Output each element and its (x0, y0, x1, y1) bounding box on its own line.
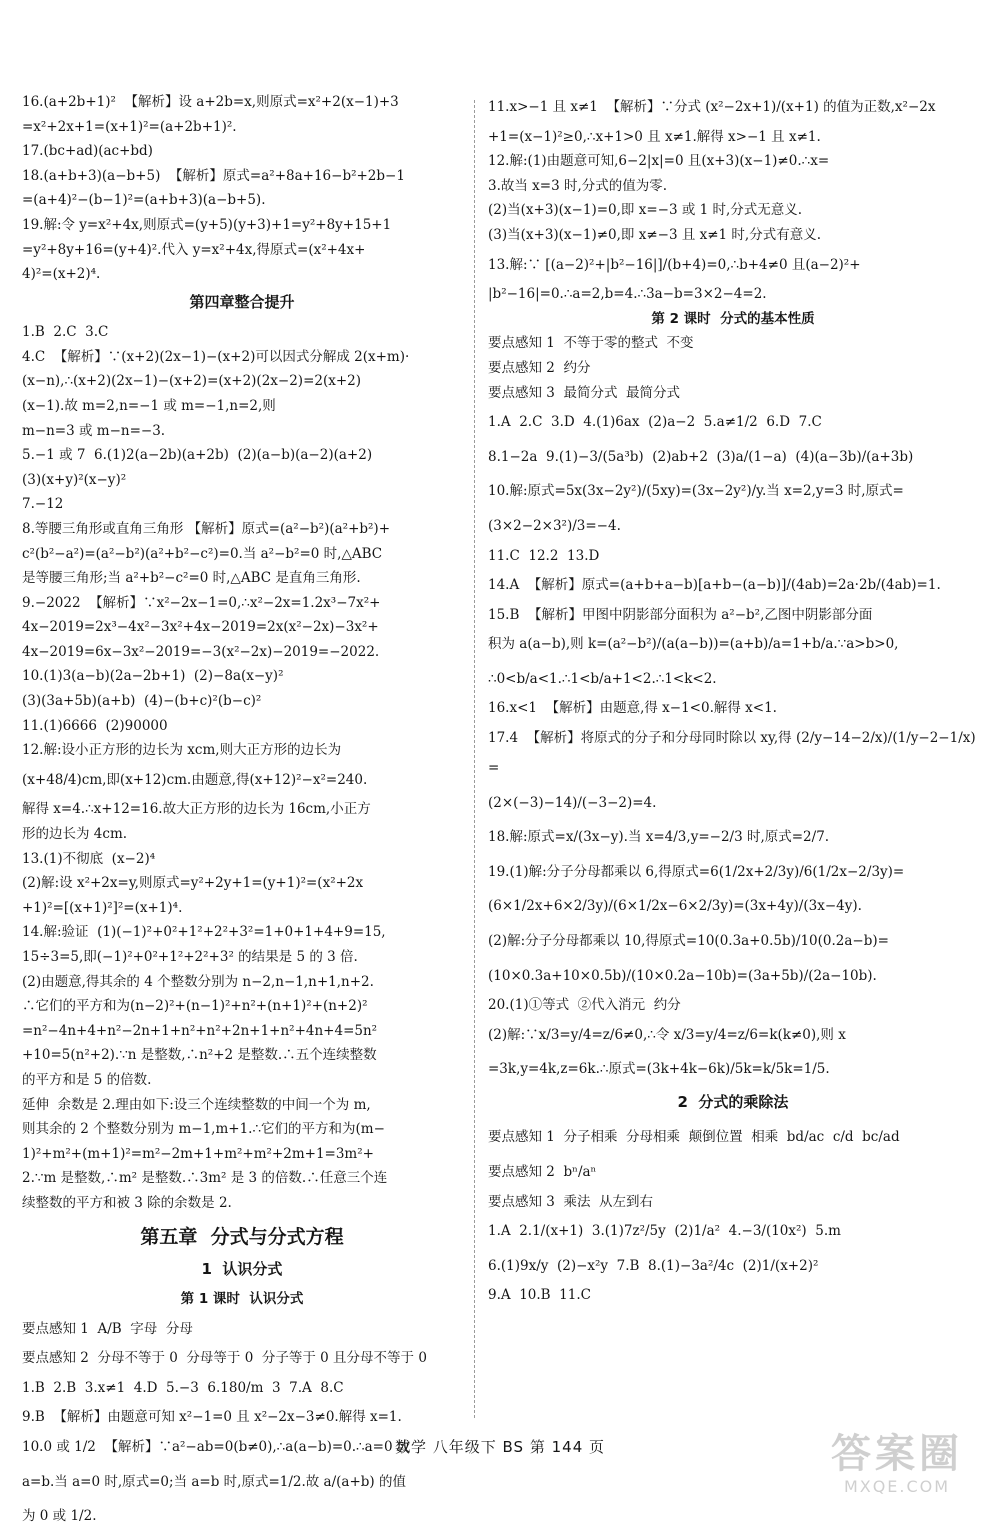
section-heading: 2 分式的乘除法 (677, 1093, 789, 1112)
answer-line: 9.B 【解析】由题意可知 x²−1=0 且 x²−2x−3≠0.解得 x=1. (22, 1409, 402, 1426)
answer-line: 要点感知 3 最简分式 最简分式 (488, 384, 681, 401)
answer-line: =x²+2x+1=(x+1)²=(a+2b+1)². (22, 118, 237, 135)
answer-line: 17.4 【解析】将原式的分子和分母同时除以 xy,得 (2/y−14−2/x)/(1/y−2−1/x)= (488, 730, 976, 777)
answer-line: 的平方和是 5 的倍数. (22, 1071, 152, 1088)
answer-line: 解得 x=4.∴x+12=16.故大正方形的边长为 16cm,小正方 (22, 801, 371, 818)
answer-line: =(a+4)²−(b−1)²=(a+b+3)(a−b+5). (22, 192, 266, 209)
answer-line: 要点感知 1 不等于零的整式 不变 (488, 335, 694, 352)
answer-line: 20.(1)①等式 ②代入消元 约分 (488, 997, 681, 1014)
answer-line: 4)²=(x+2)⁴. (22, 266, 101, 283)
answer-line: 18.解:原式=x/(3x−y).当 x=4/3,y=−2/3 时,原式=2/7. (488, 829, 830, 846)
answer-line: 6.(1)9x/y (2)−x²y 7.B 8.(1)−3a²/4c (2)1/(x+2)² (488, 1257, 819, 1274)
answer-line: 15÷3=5,即(−1)²+0²+1²+2²+3² 的结果是 5 的 3 倍. (22, 949, 358, 965)
answer-line: 8.等腰三角形或直角三角形 【解析】原式=(a²−b²)(a²+b²)+ (22, 520, 391, 537)
section-heading: 第五章 分式与分式方程 (140, 1225, 344, 1248)
answer-line: 是等腰三角形;当 a²+b²−c²=0 时,△ABC 是直角三角形. (22, 570, 361, 587)
answer-line: =n²−4n+4+n²−2n+1+n²+n²+2n+1+n²+4n+4=5n² (22, 1022, 378, 1039)
answer-line: 1.B 2.C 3.C (22, 324, 109, 341)
answer-line: 12.解:设小正方形的边长为 xcm,则大正方形的边长为 (22, 742, 342, 759)
answer-line: +1)²=[(x+1)²]²=(x+1)⁴. (22, 899, 183, 916)
page-footer: 数学 八年级下 BS 第 144 页 (394, 1438, 606, 1456)
answer-line: +10=5(n²+2).∵n 是整数,∴n²+2 是整数.∴五个连续整数 (22, 1047, 377, 1064)
answer-line: 4x−2019=6x−3x²−2019=−3(x²−2x)−2019=−2022. (22, 643, 380, 660)
answer-line: 11.(1)6666 (2)90000 (22, 717, 168, 734)
answer-line: 形的边长为 4cm. (22, 826, 128, 843)
answer-line: 延伸 余数是 2.理由如下:设三个连续整数的中间一个为 m, (22, 1096, 371, 1113)
answer-line: (2)解:设 x²+2x=y,则原式=y²+2y+1=(y+1)²=(x²+2x (22, 875, 364, 892)
answer-line: 则其余的 2 个整数分别为 m−1,m+1.∴它们的平方和为(m− (22, 1121, 385, 1138)
answer-line: (3×2−2×3²)/3=−4. (488, 517, 621, 534)
watermark-url: MXQE.COM (843, 1477, 951, 1496)
answer-line: (x−1).故 m=2,n=−1 或 m=−1,n=2,则 (22, 397, 276, 414)
answer-line: ∴0<b/a<1.∴1<b/a+1<2.∴1<k<2. (488, 670, 717, 687)
answer-line: 13.(1)不彻底 (x−2)⁴ (22, 850, 156, 867)
answer-line: 9.A 10.B 11.C (488, 1287, 591, 1304)
answer-line: 7.−12 (22, 496, 64, 513)
answer-line: (3)(x+y)²(x−y)² (22, 471, 127, 488)
lesson-heading: 第 2 课时 分式的基本性质 (651, 310, 815, 327)
answer-line: 8.1−2a 9.(1)−3/(5a³b) (2)ab+2 (3)a/(1−a) (4)(a−3b)/(a+3b) (488, 448, 914, 465)
answer-line: 3.故当 x=3 时,分式的值为零. (488, 177, 668, 194)
answer-line: 17.(bc+ad)(ac+bd) (22, 143, 153, 160)
answer-line: (10×0.3a+10×0.5b)/(10×0.2a−10b)=(3a+5b)/(2a−10b). (488, 967, 877, 984)
answer-line: 10.解:原式=5x(3x−2y²)/(5xy)=(3x−2y²)/y.当 x=2,y=3 时,原式= (488, 483, 904, 500)
section-heading: 1 认识分式 (201, 1259, 283, 1278)
answer-line: 积为 a(a−b),则 k=(a²−b²)/(a(a−b))=(a+b)/a=1+b/a.∵a>b>0, (488, 636, 899, 653)
answer-line: (x+48/4)cm,即(x+12)cm.由题意,得(x+12)²−x²=240. (22, 771, 368, 788)
watermark-title: 答案圈 (831, 1431, 963, 1477)
answer-line: 19.解:令 y=x²+4x,则原式=(y+5)(y+3)+1=y²+8y+15+1 (22, 216, 392, 233)
answer-line: 9.−2022 【解析】∵x²−2x−1=0,∴x²−2x=1.2x³−7x²+ (22, 594, 381, 611)
answer-line: 11.C 12.2 13.D (488, 547, 600, 564)
answer-line: (2)解:分子分母都乘以 10,得原式=10(0.3a+0.5b)/10(0.2a−b)= (488, 933, 889, 950)
answer-line: =3k,y=4k,z=6k.∴原式=(3k+4k−6k)/5k=k/5k=1/5. (488, 1061, 830, 1078)
answer-line: 4x−2019=2x³−4x²−3x²+4x−2019=2x(x²−2x)−3x²+ (22, 619, 379, 636)
answer-line: 要点感知 3 乘法 从左到右 (488, 1193, 654, 1210)
lesson-heading: 第 1 课时 认识分式 (180, 1290, 304, 1307)
answer-line: ∴它们的平方和为(n−2)²+(n−1)²+n²+(n+1)²+(n+2)² (22, 998, 368, 1015)
answer-line: (2)解:∵x/3=y/4=z/6≠0,∴令 x/3=y/4=z/6=k(k≠0),则 x (488, 1026, 846, 1043)
answer-line: 14.解:验证 (1)(−1)²+0²+1²+2²+3²=1+0+1+4+9=15, (22, 924, 386, 941)
answer-line: (2×(−3)−14)/(−3−2)=4. (488, 794, 657, 811)
answer-line: 11.x>−1 且 x≠1 【解析】∵分式 (x²−2x+1)/(x+1) 的值为正数,x²−2x (488, 99, 936, 115)
answer-line: 1.A 2.1/(x+1) 3.(1)7z²/5y (2)1/a² 4.−3/(10x²) 5.m (488, 1223, 841, 1240)
answer-line: 2.∵m 是整数,∴m² 是整数.∴3m² 是 3 的倍数.∴任意三个连 (22, 1170, 388, 1187)
answer-line: 10.(1)3(a−b)(2a−2b+1) (2)−8a(x−y)² (22, 668, 284, 685)
section-heading: 第四章整合提升 (189, 293, 295, 312)
answer-line: 要点感知 2 约分 (488, 359, 591, 376)
right-column (488, 92, 978, 1310)
answer-line: 10.0 或 1/2 【解析】∵a²−ab=0(b≠0),∴a(a−b)=0.∴a=0 或 (22, 1438, 411, 1455)
answer-line: 18.(a+b+3)(a−b+5) 【解析】原式=a²+8a+16−b²+2b−1 (22, 167, 405, 184)
answer-line: 4.C 【解析】∵(x+2)(2x−1)−(x+2)可以因式分解成 2(x+m)· (22, 348, 410, 365)
answer-line: 14.A 【解析】原式=(a+b+a−b)[a+b−(a−b)]/(4ab)=2a·2b/(4ab)=1. (488, 577, 941, 594)
answer-line: 5.−1 或 7 6.(1)2(a−2b)(a+2b) (2)(a−b)(a−2)(a+2) (22, 447, 373, 464)
answer-line: (3)当(x+3)(x−1)≠0,即 x≠−3 且 x≠1 时,分式有意义. (488, 226, 821, 243)
column-divider (474, 100, 475, 1418)
answer-line: 1.B 2.B 3.x≠1 4.D 5.−3 6.180/m 3 7.A 8.C (22, 1379, 344, 1396)
answer-line: 1)²+m²+(m+1)²=m²−2m+1+m²+m²+2m+1=3m²+ (22, 1145, 374, 1162)
answer-line: (3)(3a+5b)(a+b) (4)−(b+c)²(b−c)² (22, 693, 262, 710)
answer-line: 15.B 【解析】甲图中阴影部分面积为 a²−b²,乙图中阴影部分面 (488, 606, 873, 623)
answer-line: (2)由题意,得其余的 4 个整数分别为 n−2,n−1,n+1,n+2. (22, 973, 374, 990)
answer-line: (6×1/2x+6×2/3y)/(6×1/2x−6×2/3y)=(3x+4y)/(3x−4y). (488, 898, 862, 915)
left-column (22, 92, 462, 1536)
answer-line: 19.(1)解:分子分母都乘以 6,得原式=6(1/2x+2/3y)/6(1/2x−2/3y)= (488, 863, 905, 880)
answer-line: 13.解:∵ [(a−2)²+|b²−16|]/(b+4)=0,∴b+4≠0 且(a−2)²+ (488, 256, 861, 273)
answer-line: c²(b²−a²)=(a²−b²)(a²+b²−c²)=0.当 a²−b²=0 时,△ABC (22, 545, 383, 562)
answer-line: 16.x<1 【解析】由题意,得 x−1<0.解得 x<1. (488, 700, 777, 717)
answer-line: 16.(a+2b+1)² 【解析】设 a+2b=x,则原式=x²+2(x−1)+3 (22, 94, 399, 110)
answer-line: 要点感知 2 bⁿ/aⁿ (488, 1164, 597, 1180)
answer-line: 要点感知 1 分子相乘 分母相乘 颠倒位置 相乘 bd/ac c/d bc/ad (488, 1129, 900, 1146)
answer-line: =y²+8y+16=(y+4)².代入 y=x²+4x,得原式=(x²+4x+ (22, 241, 366, 258)
answer-line: a=b.当 a=0 时,原式=0;当 a=b 时,原式=1/2.故 a/(a+b) 的值 (22, 1473, 406, 1490)
answer-line: 为 0 或 1/2. (22, 1508, 97, 1525)
answer-line: +1=(x−1)²≥0,∴x+1>0 且 x≠1.解得 x>−1 且 x≠1. (488, 128, 821, 145)
answer-line: 要点感知 1 A/B 字母 分母 (22, 1320, 193, 1337)
answer-line: 12.解:(1)由题意可知,6−2|x|=0 且(x+3)(x−1)≠0.∴x= (488, 153, 830, 170)
answer-line: 1.A 2.C 3.D 4.(1)6ax (2)a−2 5.a≠1/2 6.D 7.C (488, 414, 822, 431)
answer-line: m−n=3 或 m−n=−3. (22, 422, 166, 439)
answer-line: (2)当(x+3)(x−1)=0,即 x=−3 或 1 时,分式无意义. (488, 202, 803, 219)
answer-line: 续整数的平方和被 3 除的余数是 2. (22, 1194, 232, 1211)
answer-line: (x−n),∴(x+2)(2x−1)−(x+2)=(x+2)(2x−2)=2(x+2) (22, 373, 362, 390)
watermark-logo (802, 1431, 992, 1505)
answer-line: 要点感知 2 分母不等于 0 分母等于 0 分子等于 0 且分母不等于 0 (22, 1350, 427, 1367)
answer-line: |b²−16|=0.∴a=2,b=4.∴3a−b=3×2−4=2. (488, 286, 767, 303)
